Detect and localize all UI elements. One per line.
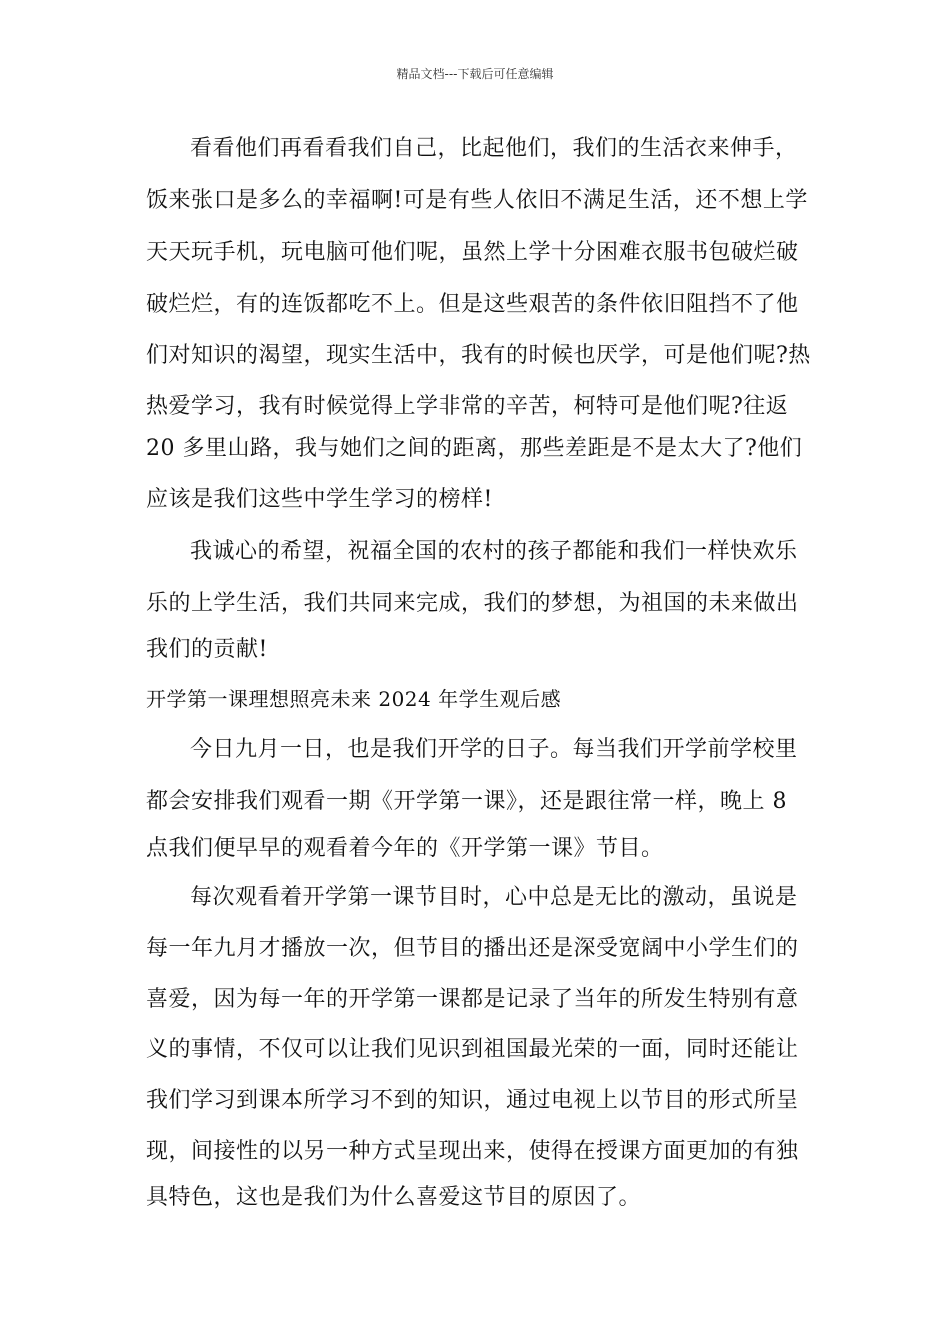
text-line: 看看他们再看看我们自己，比起他们，我们的生活衣来伸手， xyxy=(190,136,798,161)
text-line: 点我们便早早的观看着今年的《开学第一课》节目。 xyxy=(146,836,664,861)
text-line: 们对知识的渴望，现实生活中，我有的时候也厌学，可是他们呢?热 xyxy=(146,343,811,368)
page-header: 精品文档---下载后可任意编辑 xyxy=(396,67,554,81)
text-line: 今日九月一日，也是我们开学的日子。每当我们开学前学校里 xyxy=(190,737,798,762)
text-line: 乐的上学生活，我们共同来完成，我们的梦想，为祖国的未来做出 xyxy=(146,591,799,616)
text-line: 20 多里山路，我与她们之间的距离，那些差距是不是太大了?他们 xyxy=(146,436,803,461)
section-heading: 开学第一课理想照亮未来 2024 年学生观后感 xyxy=(146,687,562,711)
text-line: 破烂烂，有的连饭都吃不上。但是这些艰苦的条件依旧阻挡不了他 xyxy=(146,292,799,317)
text-line: 具特色，这也是我们为什么喜爱这节目的原因了。 xyxy=(146,1185,642,1210)
text-line: 热爱学习，我有时候觉得上学非常的辛苦，柯特可是他们呢?往返 xyxy=(146,394,789,419)
text-line: 天天玩手机，玩电脑可他们呢，虽然上学十分困难衣服书包破烂破 xyxy=(146,240,799,265)
text-line: 都会安排我们观看一期《开学第一课》，还是跟往常一样，晚上 8 xyxy=(146,789,787,814)
text-line: 我诚心的希望，祝福全国的农村的孩子都能和我们一样快欢乐 xyxy=(190,539,798,564)
text-line: 义的事情，不仅可以让我们见识到祖国最光荣的一面，同时还能让 xyxy=(146,1037,799,1062)
text-line: 饭来张口是多么的幸福啊!可是有些人依旧不满足生活，还不想上学 xyxy=(146,188,808,213)
text-line: 我们学习到课本所学习不到的知识，通过电视上以节目的形式所呈 xyxy=(146,1088,799,1113)
text-line: 应该是我们这些中学生学习的榜样! xyxy=(146,487,493,512)
text-line: 每次观看着开学第一课节目时，心中总是无比的激动，虽说是 xyxy=(190,885,798,910)
text-line: 每一年九月才播放一次，但节目的播出还是深受宽阔中小学生们的 xyxy=(146,936,799,961)
text-line: 现，间接性的以另一种方式呈现出来，使得在授课方面更加的有独 xyxy=(146,1139,799,1164)
text-line: 我们的贡献! xyxy=(146,637,268,662)
text-line: 喜爱，因为每一年的开学第一课都是记录了当年的所发生特别有意 xyxy=(146,987,799,1012)
